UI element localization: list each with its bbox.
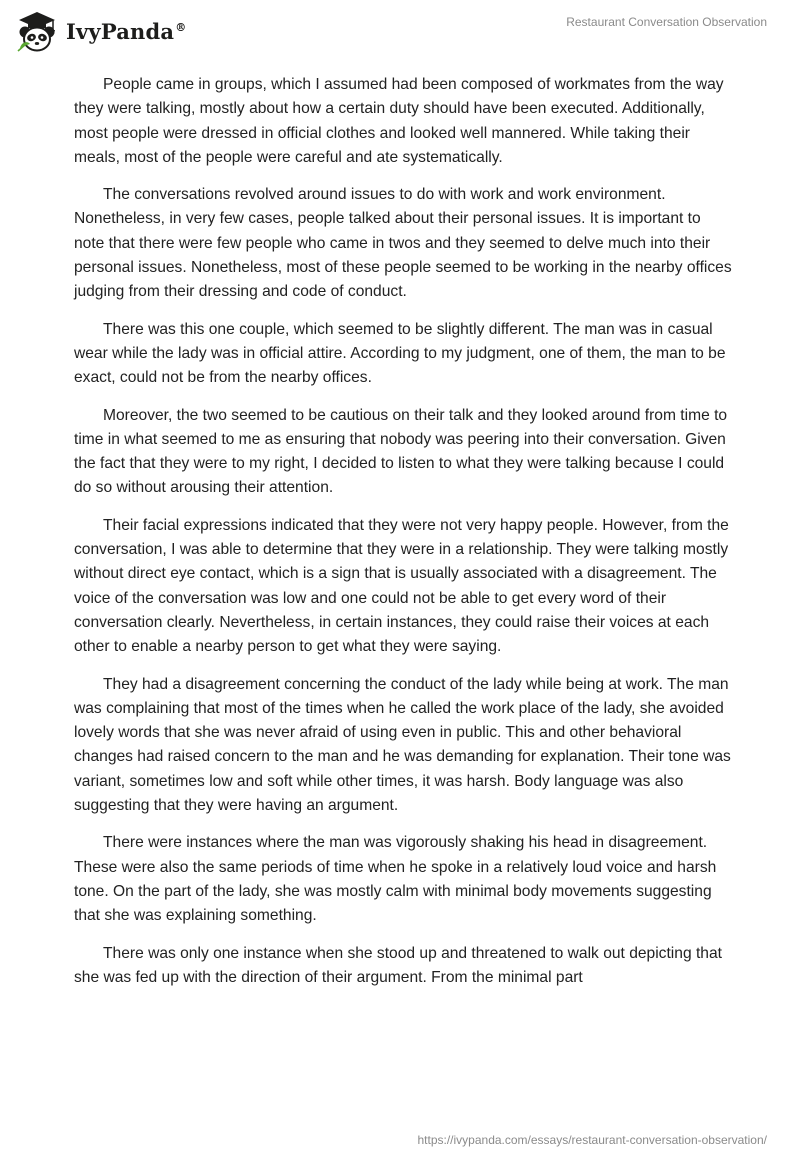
paragraph: Moreover, the two seemed to be cautious on their talk and they looked around from time to time in what seemed to me as ensuring that nobody was peering into their conversation. Given the fact that they were to my right, I decided to listen to what they were talking because I could do so without arousing their attention.: [74, 406, 728, 497]
paragraph: They had a disagreement concerning the conduct of the lady while being at work. The man was complaining that most of the times when he called the work place of the lady, she avoided lovely words that she was never afraid of using even in public. This and other behavioral changes had raised concern to the man and he was demanding for explanation. Their tone was variant, sometimes low and soft while other times, it was harsh. Body language was also suggesting that they were having an argument.: [74, 675, 731, 815]
paragraph: People came in groups, which I assumed had been composed of workmates from the way they were talking, mostly about how a certain duty should have been executed. Additionally, most people were dressed in official clothes and looked well mannered. While taking their meals, most of the people were careful and ate systematically.: [74, 76, 724, 166]
paragraph: The conversations revolved around issues to do with work and work environment. Nonetheless, in very few cases, people talked about their personal issues. It is important to note that there were few people who came in twos and they seemed to delve much into their personal issues. Nonetheless, most of these people seemed to be working in the nearby offices judging from their dressing and code of conduct.: [74, 186, 732, 301]
paragraph: There was this one couple, which seemed to be slightly different. The man was in casual wear while the lady was in official attire. According to my judgment, one of them, the man to be exact, could not be from the nearby offices.: [74, 320, 726, 387]
logo-wordmark: [66, 19, 186, 44]
paragraph: There was only one instance when she stood up and threatened to walk out depicting that she was fed up with the direction of their argument. From the minimal part: [74, 944, 722, 986]
panda-graduation-cap-icon: [14, 8, 60, 54]
page-header: [0, 0, 800, 60]
paragraph: There were instances where the man was vigorously shaking his head in disagreement. These were also the same periods of time when he spoke in a relatively loud voice and harsh tone. On the part of the lady, she was mostly calm with minimal body movements suggesting that she was explaining something.: [74, 834, 717, 925]
registered-mark: ®: [175, 20, 187, 34]
ivypanda-logo[interactable]: [14, 8, 186, 54]
logo-text: IvyPanda: [66, 18, 175, 44]
document-title: Restaurant Conversation Observation: [566, 15, 767, 29]
source-url[interactable]: https://ivypanda.com/essays/restaurant-conversation-observation/: [417, 1133, 767, 1147]
paragraph: Their facial expressions indicated that they were not very happy people. However, from the conversation, I was able to determine that they were in a relationship. They were talking mostly without direct eye contact, which is a sign that is usually associated with a disagreement. The voice of the conversation was low and one could not be able to get every word of their conversation clearly. Nevertheless, in certain instances, they could raise their voices at each other to enable a nearby person to get what they were saying.: [74, 516, 729, 656]
essay-body: [74, 73, 734, 1003]
